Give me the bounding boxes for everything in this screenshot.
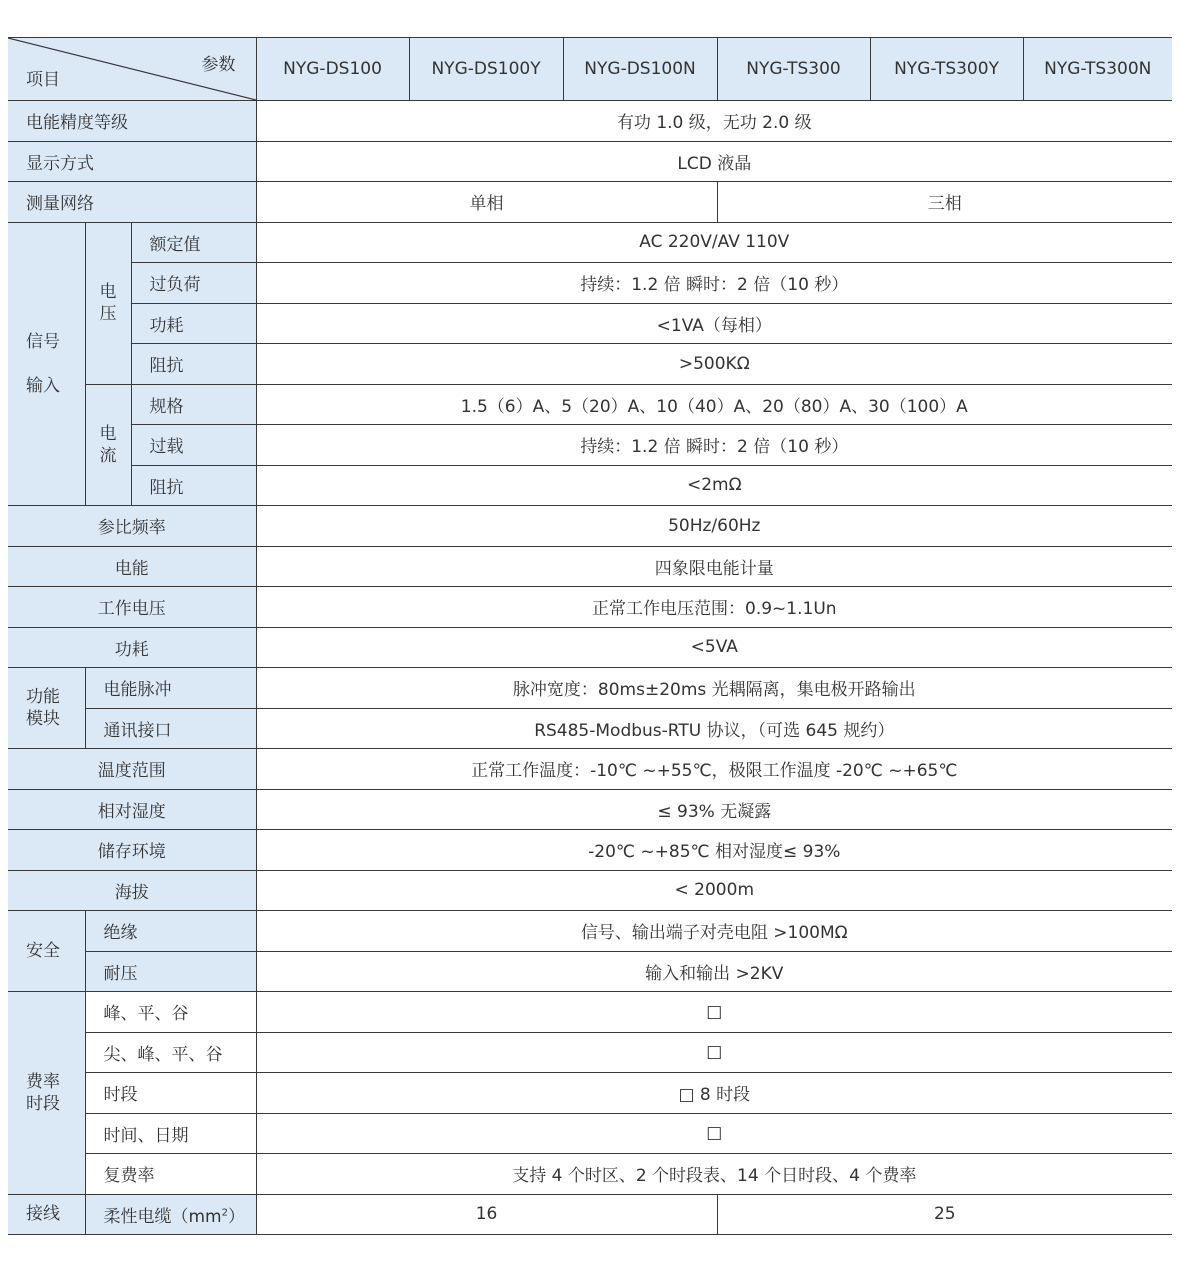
row-label: 阻抗 xyxy=(131,465,256,506)
table-row xyxy=(8,384,1172,425)
row-label: 额定值 xyxy=(131,222,256,263)
row-label: 参比频率 xyxy=(8,506,256,547)
row-value: >500KΩ xyxy=(256,344,1172,385)
row-value: 50Hz/60Hz xyxy=(256,506,1172,547)
safety-group: 安全 xyxy=(8,911,85,992)
row-label: 功耗 xyxy=(131,303,256,344)
table-row xyxy=(8,1073,1172,1114)
table-row xyxy=(8,222,1172,263)
single-phase-value: 单相 xyxy=(256,182,717,223)
row-label: 复费率 xyxy=(85,1154,256,1195)
corner-item-label: 项目 xyxy=(26,70,60,90)
row-label: 尖、峰、平、谷 xyxy=(85,1032,256,1073)
tariff-group: 费率 时段 xyxy=(8,992,85,1195)
table-row xyxy=(8,992,1172,1033)
checkbox-value: □ xyxy=(256,992,1172,1033)
row-value: 有功 1.0 级，无功 2.0 级 xyxy=(256,101,1172,142)
checkbox-value: □ 8 时段 xyxy=(256,1073,1172,1114)
table-row xyxy=(8,303,1172,344)
table-row xyxy=(8,546,1172,587)
row-value: RS485-Modbus-RTU 协议，（可选 645 规约） xyxy=(256,708,1172,749)
row-value: ≤ 93% 无凝露 xyxy=(256,789,1172,830)
model-header: NYG-DS100Y xyxy=(409,38,563,101)
single-phase-value: 16 xyxy=(256,1194,717,1235)
row-label: 电能精度等级 xyxy=(8,101,256,142)
row-label: 阻抗 xyxy=(131,344,256,385)
row-value: -20℃ ~+85℃ 相对湿度≤ 93% xyxy=(256,830,1172,871)
row-value: 四象限电能计量 xyxy=(256,546,1172,587)
table-row xyxy=(8,344,1172,385)
row-label: 功耗 xyxy=(8,627,256,668)
table-row xyxy=(8,870,1172,911)
table-row xyxy=(8,1194,1172,1235)
voltage-group: 电 压 xyxy=(85,222,131,384)
current-group: 电 流 xyxy=(85,384,131,506)
signal-input-group: 信号 输入 xyxy=(8,222,85,506)
table-row xyxy=(8,749,1172,790)
model-header: NYG-TS300Y xyxy=(870,38,1023,101)
model-header: NYG-DS100 xyxy=(256,38,409,101)
table-row xyxy=(8,587,1172,628)
table-row xyxy=(8,182,1172,223)
table-row xyxy=(8,789,1172,830)
row-label: 相对湿度 xyxy=(8,789,256,830)
row-label: 过负荷 xyxy=(131,263,256,304)
table-row xyxy=(8,1032,1172,1073)
row-value: <2mΩ xyxy=(256,465,1172,506)
table-row xyxy=(8,425,1172,466)
row-value: 持续：1.2 倍 瞬时：2 倍（10 秒） xyxy=(256,263,1172,304)
function-module-group: 功能 模块 xyxy=(8,668,85,749)
table-row xyxy=(8,101,1172,142)
table-row xyxy=(8,506,1172,547)
row-label: 通讯接口 xyxy=(85,708,256,749)
table-row xyxy=(8,465,1172,506)
row-value: 支持 4 个时区、2 个时段表、14 个日时段、4 个费率 xyxy=(256,1154,1172,1195)
table-row xyxy=(8,911,1172,952)
row-value: <1VA（每相） xyxy=(256,303,1172,344)
row-value: 输入和输出 >2KV xyxy=(256,951,1172,992)
row-label: 温度范围 xyxy=(8,749,256,790)
row-value: < 2000m xyxy=(256,870,1172,911)
model-header: NYG-DS100N xyxy=(563,38,717,101)
table-row xyxy=(8,263,1172,304)
table-row xyxy=(8,141,1172,182)
wiring-group: 接线 xyxy=(8,1194,85,1235)
row-value: 信号、输出端子对壳电阻 >100MΩ xyxy=(256,911,1172,952)
row-label: 规格 xyxy=(131,384,256,425)
row-value: <5VA xyxy=(256,627,1172,668)
row-label: 时间、日期 xyxy=(85,1113,256,1154)
table-row xyxy=(8,668,1172,709)
row-value: 正常工作温度：-10℃ ~+55℃，极限工作温度 -20℃ ~+65℃ xyxy=(256,749,1172,790)
table-row xyxy=(8,951,1172,992)
row-value: 正常工作电压范围：0.9~1.1Un xyxy=(256,587,1172,628)
three-phase-value: 三相 xyxy=(717,182,1172,223)
row-label: 储存环境 xyxy=(8,830,256,871)
row-value: 脉冲宽度：80ms±20ms 光耦隔离，集电极开路输出 xyxy=(256,668,1172,709)
table-row xyxy=(8,1154,1172,1195)
checkbox-value: □ xyxy=(256,1032,1172,1073)
table-row xyxy=(8,830,1172,871)
checkbox-value: □ xyxy=(256,1113,1172,1154)
row-label: 峰、平、谷 xyxy=(85,992,256,1033)
table-row xyxy=(8,1113,1172,1154)
row-label: 耐压 xyxy=(85,951,256,992)
row-value: 1.5（6）A、5（20）A、10（40）A、20（80）A、30（100）A xyxy=(256,384,1172,425)
row-value: 持续：1.2 倍 瞬时：2 倍（10 秒） xyxy=(256,425,1172,466)
row-label: 测量网络 xyxy=(8,182,256,223)
model-header: NYG-TS300 xyxy=(717,38,870,101)
row-label: 显示方式 xyxy=(8,141,256,182)
corner-param-label: 参数 xyxy=(201,55,236,75)
spec-table xyxy=(8,37,1172,1235)
row-value: AC 220V/AV 110V xyxy=(256,222,1172,263)
row-label: 电能脉冲 xyxy=(85,668,256,709)
row-value: LCD 液晶 xyxy=(256,141,1172,182)
row-label: 工作电压 xyxy=(8,587,256,628)
table-row xyxy=(8,627,1172,668)
three-phase-value: 25 xyxy=(717,1194,1172,1235)
corner-cell xyxy=(8,38,256,101)
row-label: 海拔 xyxy=(8,870,256,911)
row-label: 柔性电缆$(mm^2)$ xyxy=(85,1194,256,1235)
row-label: 过载 xyxy=(131,425,256,466)
header-row xyxy=(8,38,1172,101)
row-label: 电能 xyxy=(8,546,256,587)
table-row xyxy=(8,708,1172,749)
row-label: 绝缘 xyxy=(85,911,256,952)
model-header: NYG-TS300N xyxy=(1023,38,1172,101)
row-label: 时段 xyxy=(85,1073,256,1114)
